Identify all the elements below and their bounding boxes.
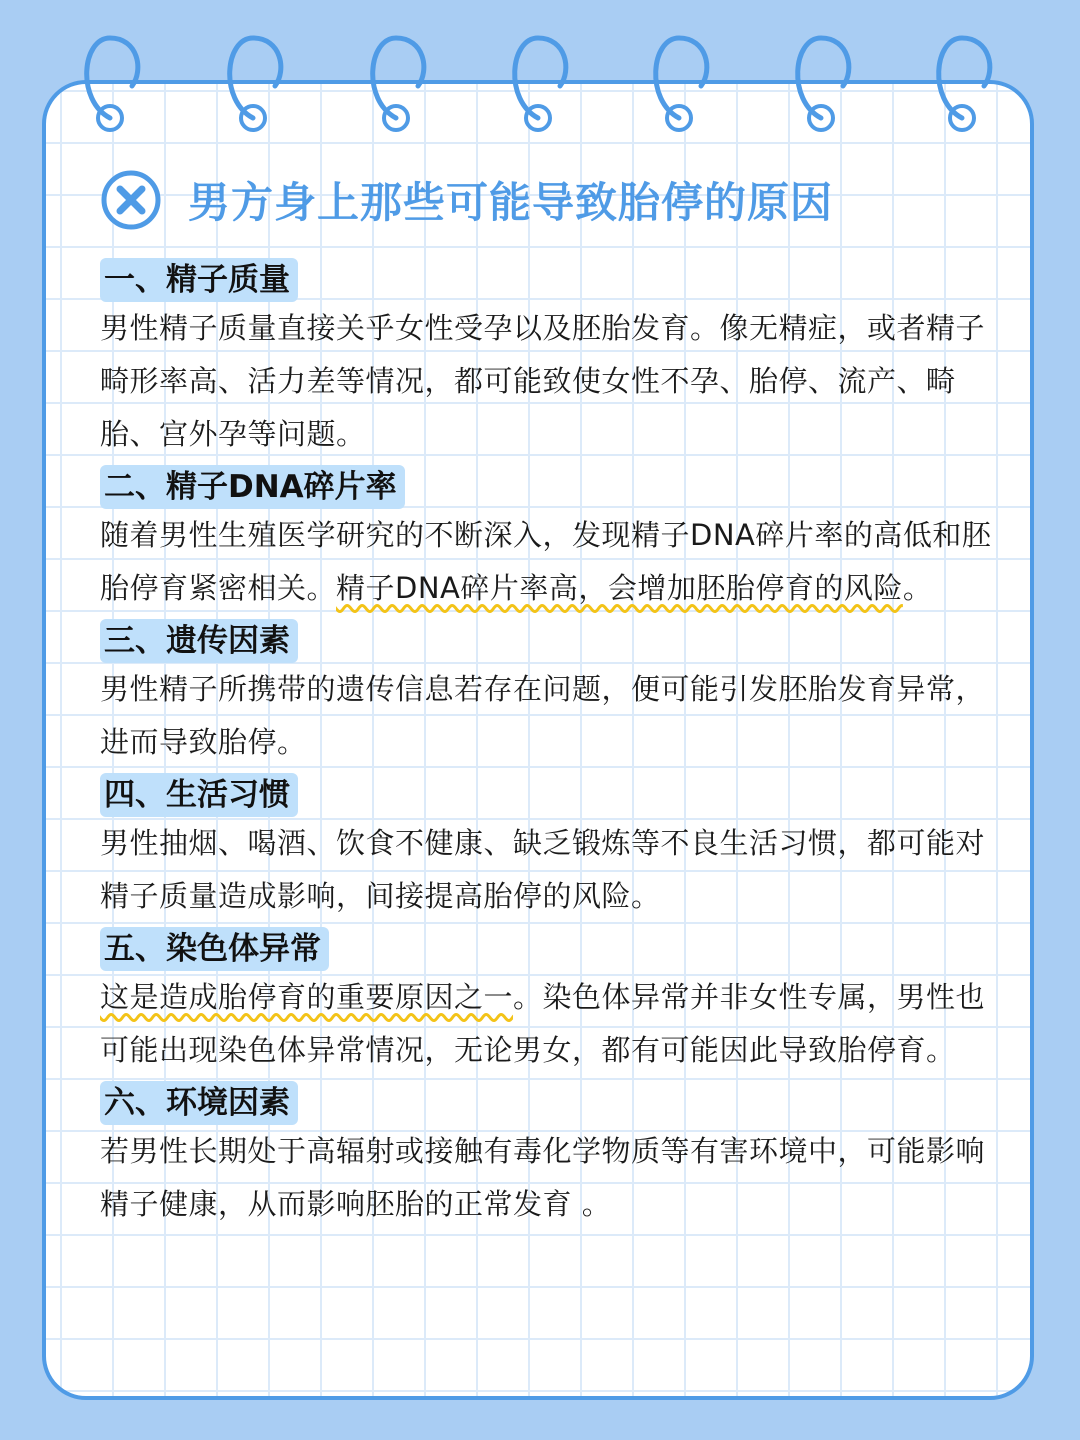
section-body — [100, 509, 1000, 615]
section-body: 若男性长期处于高辐射或接触有毒化学物质等有害环境中，可能影响精子健康，从而影响胚胎的正常发育 。 — [100, 1134, 986, 1221]
highlighted-text: 精子DNA碎片率高，会增加胚胎停育的风险 — [336, 571, 903, 605]
section-body: 男性抽烟、喝酒、饮食不健康、缺乏锻炼等不良生活习惯，都可能对精子质量造成影响，间接提高胎停的风险。 — [100, 826, 986, 913]
section-environment — [100, 1077, 1000, 1231]
section-heading: 二、精子DNA碎片率 — [100, 465, 405, 509]
section-heading: 五、染色体异常 — [100, 927, 329, 971]
section-genetics — [100, 615, 1000, 769]
section-heading: 一、精子质量 — [100, 258, 298, 302]
x-circle-icon — [100, 169, 162, 231]
section-body: 男性精子所携带的遗传信息若存在问题，便可能引发胚胎发育异常，进而导致胎停。 — [100, 672, 986, 759]
section-body: 男性精子质量直接关乎女性受孕以及胚胎发育。像无精症，或者精子畸形率高、活力差等情况，都可能致使女性不孕、胎停、流产、畸胎、宫外孕等问题。 — [100, 311, 986, 451]
section-dna-fragmentation — [100, 461, 1000, 615]
section-heading: 三、遗传因素 — [100, 619, 298, 663]
section-chromosome — [100, 923, 1000, 1077]
section-body — [100, 971, 1000, 1077]
section-heading: 四、生活习惯 — [100, 773, 298, 817]
page-header — [100, 166, 833, 234]
article-content — [100, 254, 1000, 1231]
body-text: 随着男性生殖医学研究的不断深入，发现精子DNA碎片率的高低和胚胎停育紧密相关。 — [100, 518, 992, 605]
section-sperm-quality — [100, 254, 1000, 461]
body-text: 。染色体异常并非女性专属，男性也可能出现染色体异常情况，无论男女，都有可能因此导致胎停育。 — [100, 980, 986, 1067]
section-lifestyle — [100, 769, 1000, 923]
page-title: 男方身上那些可能导致胎停的原因 — [188, 178, 834, 227]
section-heading: 六、环境因素 — [100, 1081, 298, 1125]
body-text: 。 — [902, 571, 933, 605]
highlighted-text: 这是造成胎停育的重要原因之一 — [100, 980, 514, 1014]
